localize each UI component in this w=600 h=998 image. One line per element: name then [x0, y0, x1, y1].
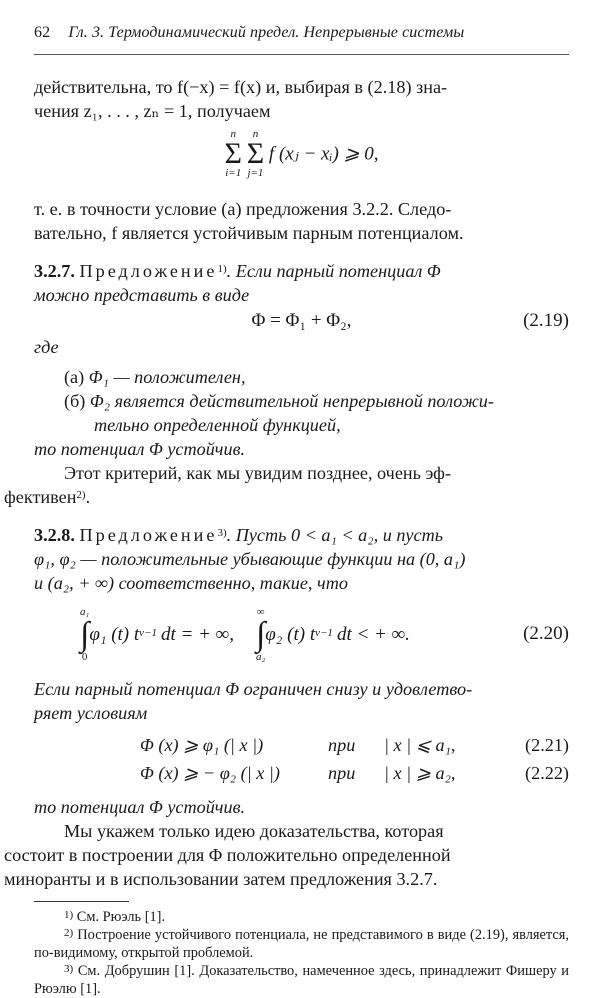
running-title: Гл. 3. Термодинамический предел. Непрерывные системы: [68, 24, 465, 41]
sum-sign-i: n Σ i=1: [224, 128, 242, 179]
prop-conclusion: то потенциал Φ устойчив.: [34, 439, 246, 459]
remark: Этот критерий, как мы увидим позднее, очень эф- фективен$^{2)}$.: [4, 463, 452, 507]
footnote-1: $^{1)}$ См. Рюэль [1].: [64, 909, 166, 925]
equation-number: (2.20): [523, 623, 569, 644]
condition-b: (б) Φ₂ является действительной непрерывной положи- тельно определенной функцией,: [64, 391, 494, 435]
footnote-rule: [34, 901, 129, 902]
equation-number: (2.19): [523, 310, 569, 331]
prop-heading: Предложение: [79, 525, 218, 545]
footnotes: [34, 908, 569, 998]
equation-number: (2.22): [525, 762, 569, 783]
integral-1: a₁ ∫ 0: [80, 606, 90, 663]
footnote-ref-3: 3): [217, 527, 227, 539]
equation-2-19: Φ = Φ₁ + Φ₂, (2.19): [34, 307, 569, 335]
footnote-2: $^{2)}$ Построение устойчивого потенциала, не представимого в виде (2.19), является, по-видимому, открытой проблемой.: [34, 927, 569, 961]
where-label: где: [34, 337, 59, 357]
sum-sign-j: n Σ j=1: [246, 128, 265, 179]
equation-2-20: a₁ ∫ 0 φ₁ (t) t $^{\nu-1}$ dt = + ∞, ∞ ∫ a₂ φ₂ (t) t $^{\nu-1}$ dt < + ∞. (2.20): [80, 606, 569, 663]
prop-heading: Предложение: [79, 261, 218, 281]
prop-condition: Если парный потенциал Φ ограничен снизу и удовлетво- ряет условиям: [34, 679, 473, 723]
running-header: [34, 24, 569, 55]
proposition-3-2-7: 3.2.7. Предложение$^{1)}$. Если парный потенциал Φ можно представить в виде: [34, 261, 441, 305]
footnote-ref-2: 2): [76, 489, 86, 501]
prop-number: 3.2.8.: [34, 525, 75, 545]
book-page: [4, 24, 569, 998]
proposition-3-2-8: 3.2.8. Предложение$^{3)}$. Пусть 0 < a₁ < a₂, и пусть φ₁, φ₂ — положительные убывающие функции на (0, a₁) и (a₂, + ∞) соответственно, такие, что: [34, 525, 466, 593]
page-number: 62: [34, 24, 51, 41]
paragraph-consequence: т. е. в точности условие (а) предложения 3.2.2. Следо- вательно, f является устойчивым парным потенциалом.: [34, 199, 464, 243]
integral-2: ∞ ∫ a₂: [255, 606, 266, 663]
condition-a: (а) Φ₁ — положителен,: [64, 367, 246, 387]
inequality-2-21: Φ (x) ⩾ φ₁ (| x |) при | x | ⩽ a₁, (2.21): [140, 734, 569, 755]
equation-double-sum: [34, 129, 569, 193]
footnote-ref-1: 1): [217, 263, 227, 275]
paragraph-intro: действительна, то f(−x) = f(x) и, выбирая в (2.18) зна- чения z₁, . . . , zₙ = 1, получаем: [34, 77, 448, 121]
inequality-2-22: Φ (x) ⩾ − φ₂ (| x |) при | x | ⩾ a₂, (2.22): [140, 762, 569, 783]
prop-conclusion: то потенциал Φ устойчив.: [34, 797, 246, 817]
paragraph-closing: Мы укажем только идею доказательства, которая состоит в построении для Φ положительно определенной миноранты и в использовании затем предложения 3.2.7.: [4, 821, 451, 889]
sum-body: f (xⱼ − xᵢ) ⩾ 0,: [268, 143, 379, 165]
prop-number: 3.2.7.: [34, 261, 75, 281]
footnote-3: $^{3)}$ См. Добрушин [1]. Доказательство, намеченное здесь, принадлежит Фишеру и Рюэлю [1].: [34, 963, 569, 997]
equation-number: (2.21): [525, 734, 569, 755]
